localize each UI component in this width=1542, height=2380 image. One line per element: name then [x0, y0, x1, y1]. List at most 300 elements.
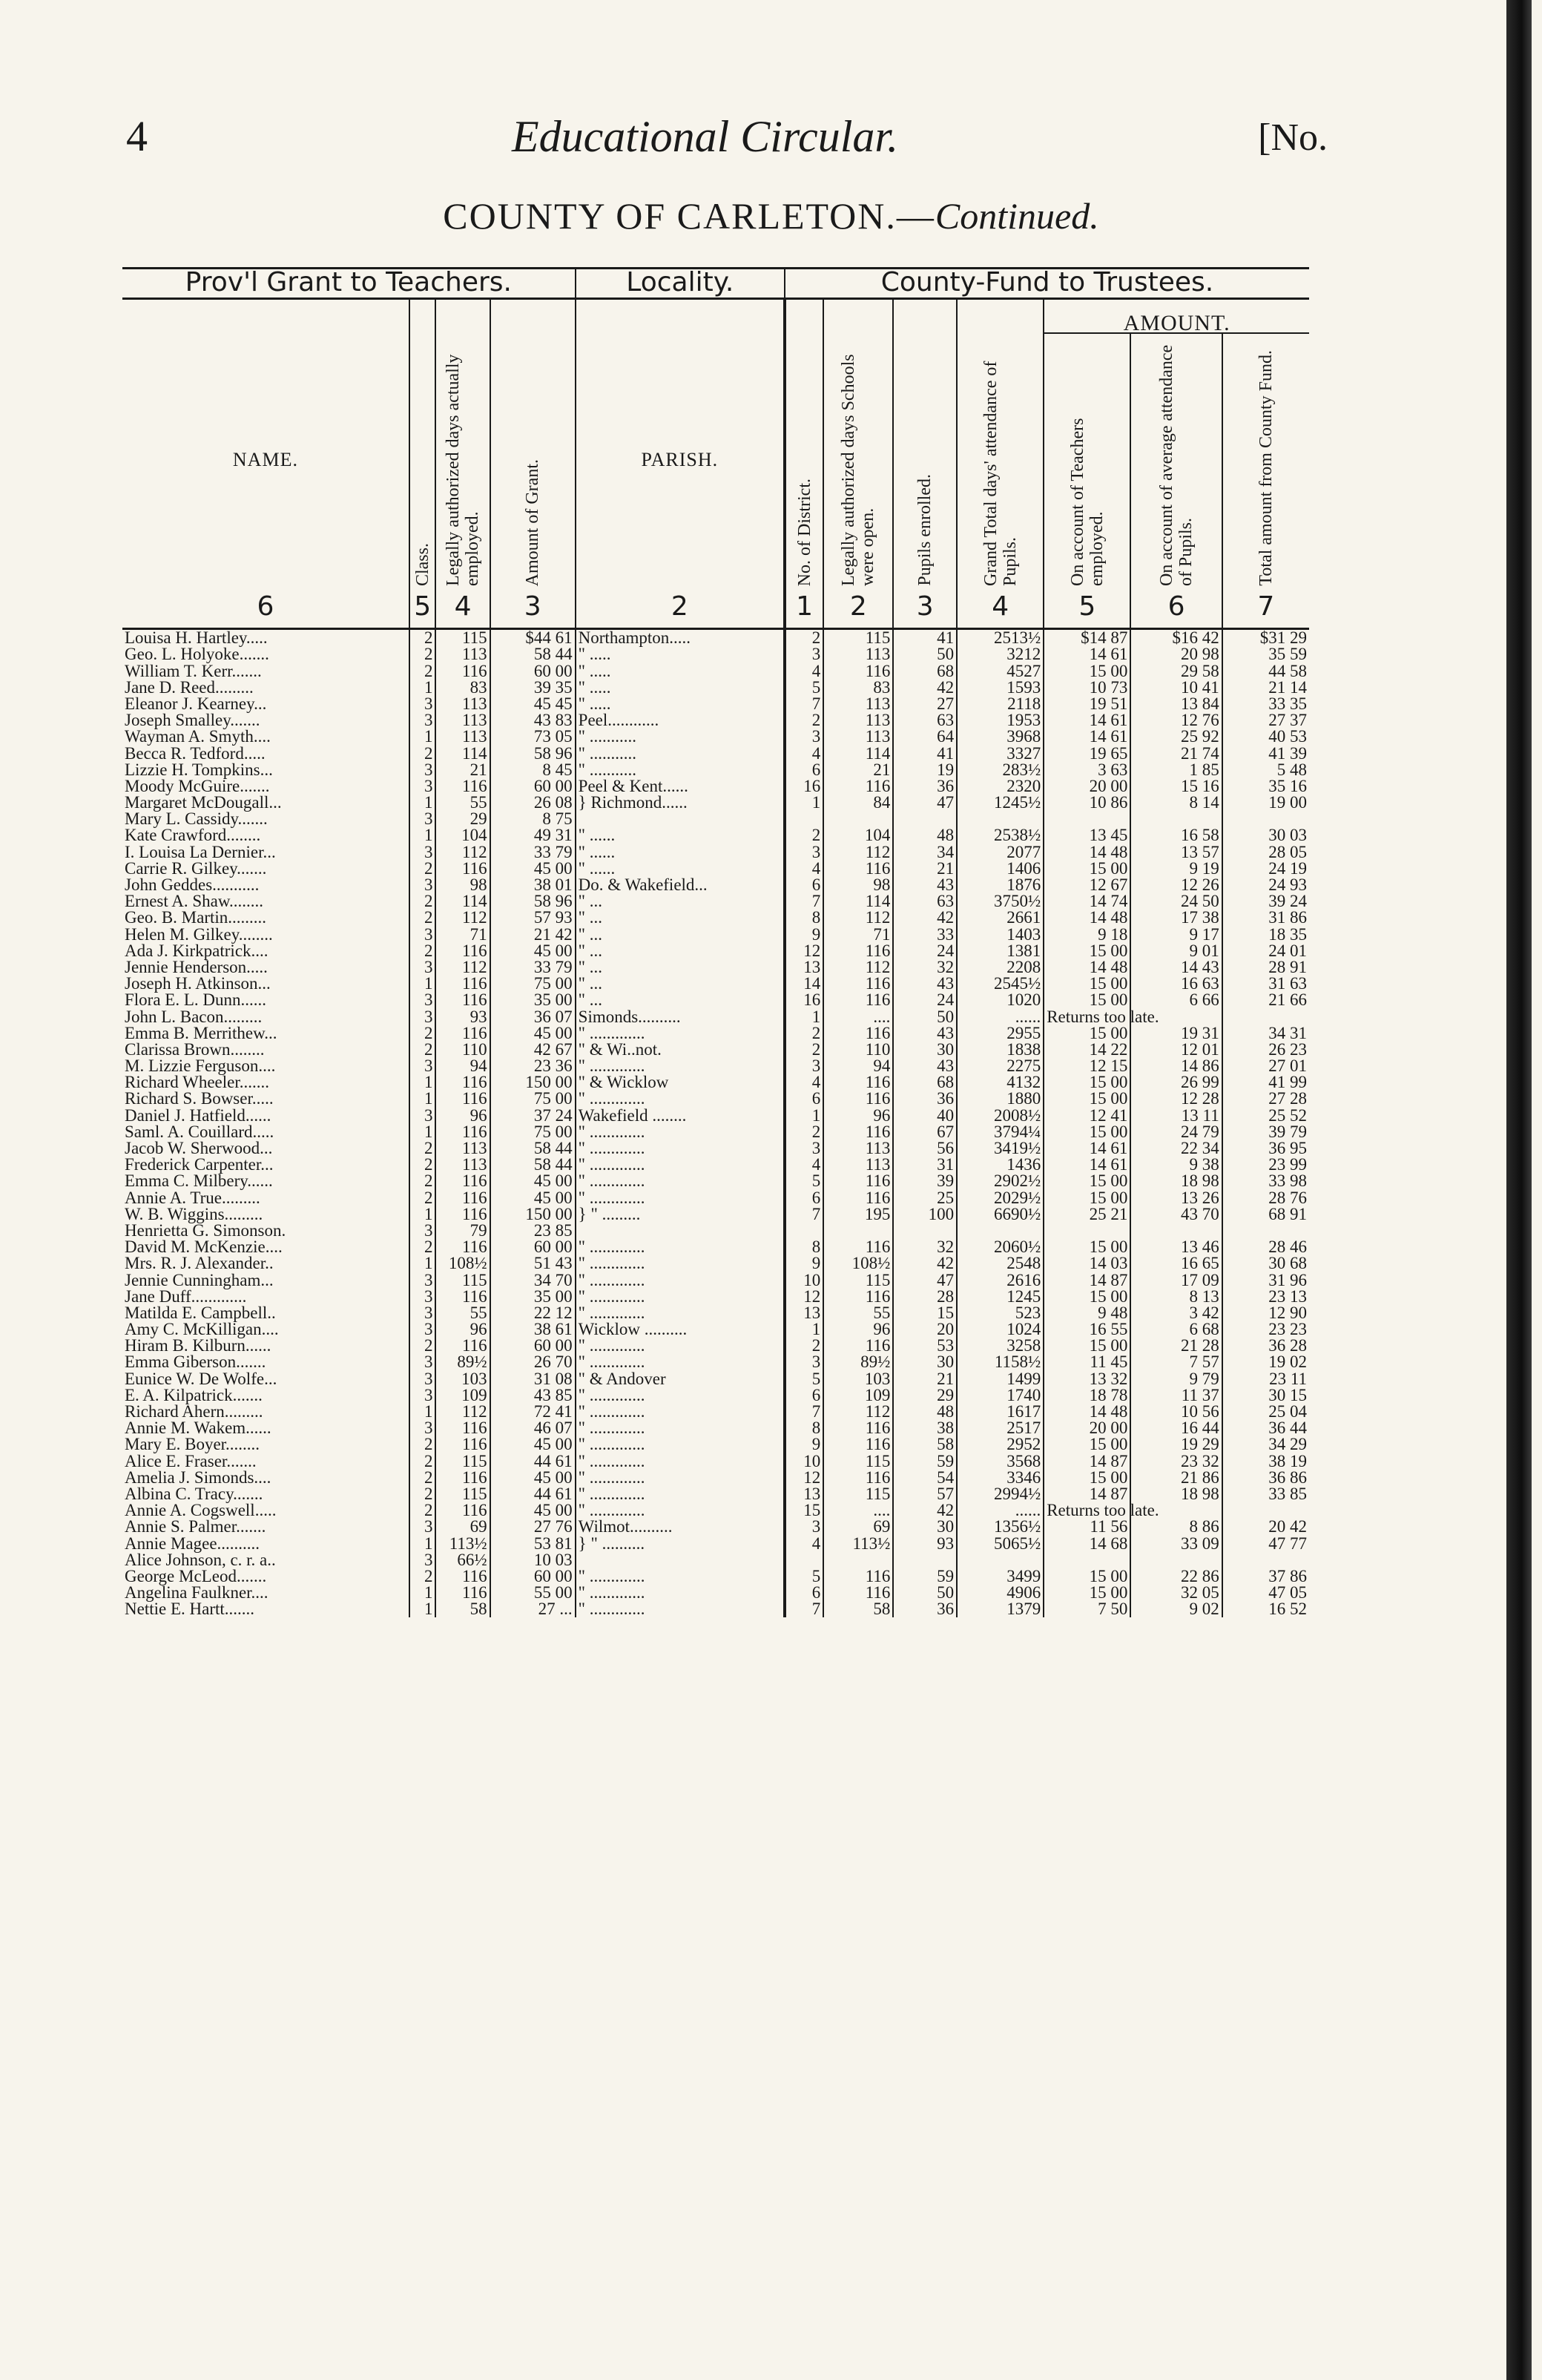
cell-legally-days: 116: [435, 1189, 490, 1206]
cell-total-amount: [1222, 1502, 1309, 1519]
cell-total-amount: 39 79: [1222, 1124, 1309, 1140]
cell-name: Geo. B. Martin.........: [125, 908, 267, 927]
col-total-amount: Total amount from County Fund.: [1256, 350, 1276, 586]
cell-teachers: 14 68: [1044, 1535, 1130, 1551]
cell-teachers: 20 00: [1044, 778, 1130, 795]
table-row: [122, 1387, 1309, 1404]
cell-schools-open: 116: [823, 1420, 893, 1436]
cell-district: 13: [785, 1305, 823, 1321]
cell-class: 2: [409, 910, 436, 926]
cell-name: Eunice W. De Wolfe...: [125, 1369, 277, 1388]
table-row: [122, 795, 1309, 811]
cell-average: 12 76: [1130, 712, 1222, 729]
cell-pupils: 24: [893, 992, 957, 1008]
cell-grand-total: 1403: [957, 926, 1044, 942]
cell-average: 19 29: [1130, 1436, 1222, 1453]
cell-teachers: 14 87: [1044, 1272, 1130, 1288]
cell-total-amount: 36 86: [1222, 1470, 1309, 1486]
cell-parish: " .............: [576, 1453, 785, 1469]
cell-district: [785, 1552, 823, 1568]
cell-legally-days: 116: [435, 1025, 490, 1042]
cell-teachers: 16 55: [1044, 1321, 1130, 1338]
cell-pupils: 15: [893, 1305, 957, 1321]
cell-district: 12: [785, 1289, 823, 1305]
cell-grand-total: 1024: [957, 1321, 1044, 1338]
cell-grand-total: 3794¼: [957, 1124, 1044, 1140]
cell-name: Helen M. Gilkey........: [125, 924, 273, 944]
cell-legally-days: 96: [435, 1321, 490, 1338]
cell-amount-grant: 26 08: [490, 795, 576, 811]
cell-class: 3: [409, 778, 436, 795]
cell-average: 9 79: [1130, 1370, 1222, 1387]
table-row: [122, 762, 1309, 778]
cell-district: 4: [785, 1074, 823, 1091]
cell-total-amount: 33 85: [1222, 1486, 1309, 1502]
cell-name: Annie Magee..........: [125, 1533, 260, 1553]
cell-district: 3: [785, 1519, 823, 1535]
cell-grand-total: 2513½: [957, 629, 1044, 647]
cell-legally-days: 116: [435, 1470, 490, 1486]
cell-amount-grant: 23 36: [490, 1058, 576, 1074]
cell-legally-days: 113: [435, 729, 490, 745]
cell-district: 7: [785, 1404, 823, 1420]
cell-total-amount: 23 99: [1222, 1157, 1309, 1173]
table-row: [122, 1321, 1309, 1338]
cell-schools-open: 113: [823, 712, 893, 729]
cell-teachers: 12 67: [1044, 877, 1130, 893]
cell-district: 4: [785, 1535, 823, 1551]
cell-amount-grant: 75 00: [490, 1124, 576, 1140]
cell-parish: " .............: [576, 1239, 785, 1255]
cell-grand-total: 1381: [957, 943, 1044, 959]
cell-amount-grant: 45 00: [490, 943, 576, 959]
running-title: Educational Circular.: [512, 112, 899, 161]
cell-name: Hiram B. Kilburn......: [125, 1336, 271, 1355]
cell-district: [785, 811, 823, 827]
cell-average: 13 57: [1130, 844, 1222, 860]
cell-pupils: 19: [893, 762, 957, 778]
cell-grand-total: 1406: [957, 861, 1044, 877]
cell-amount-grant: 39 35: [490, 680, 576, 696]
cell-schools-open: 116: [823, 1585, 893, 1601]
cell-amount-grant: 58 44: [490, 646, 576, 663]
cell-parish: " .............: [576, 1157, 785, 1173]
cell-legally-days: 103: [435, 1370, 490, 1387]
cell-legally-days: 116: [435, 1173, 490, 1189]
col-parish: PARISH.: [576, 333, 785, 586]
col-district: No. of District.: [794, 478, 814, 586]
cell-name: Emma B. Merrithew...: [125, 1023, 277, 1042]
cell-schools-open: 116: [823, 1124, 893, 1140]
cell-class: 3: [409, 811, 436, 827]
cell-class: 2: [409, 629, 436, 647]
cell-parish: " .............: [576, 1289, 785, 1305]
cell-teachers: 15 00: [1044, 1470, 1130, 1486]
cell-teachers: 13 45: [1044, 827, 1130, 844]
cell-schools-open: 69: [823, 1519, 893, 1535]
cell-name: Amelia J. Simonds....: [125, 1467, 271, 1487]
cell-pupils: 50: [893, 1008, 957, 1025]
cell-parish: } " .........: [576, 1206, 785, 1223]
cell-parish: " .............: [576, 1436, 785, 1453]
cell-grand-total: 1876: [957, 877, 1044, 893]
table-row: [122, 1025, 1309, 1042]
cell-amount-grant: 43 83: [490, 712, 576, 729]
cell-teachers: 15 00: [1044, 1189, 1130, 1206]
cell-pupils: 53: [893, 1338, 957, 1354]
cell-grand-total: 3499: [957, 1568, 1044, 1585]
cell-grand-total: 2548: [957, 1255, 1044, 1272]
cell-pupils: 40: [893, 1107, 957, 1123]
cell-district: 7: [785, 696, 823, 712]
cell-average: 9 02: [1130, 1601, 1222, 1617]
cell-district: 2: [785, 1338, 823, 1354]
cell-grand-total: [957, 1552, 1044, 1568]
cell-legally-days: 89½: [435, 1354, 490, 1370]
cell-total-amount: 34 29: [1222, 1436, 1309, 1453]
table-row: [122, 827, 1309, 844]
cell-class: 3: [409, 1305, 436, 1321]
cell-schools-open: 116: [823, 1074, 893, 1091]
cell-total-amount: 28 76: [1222, 1189, 1309, 1206]
cell-pupils: 67: [893, 1124, 957, 1140]
cell-name: Jane Duff.............: [125, 1286, 247, 1306]
cell-name: Wayman A. Smyth....: [125, 727, 271, 746]
cell-name: Geo. L. Holyoke.......: [125, 645, 269, 664]
cell-district: 9: [785, 926, 823, 942]
cell-class: 3: [409, 1107, 436, 1123]
cell-parish: Do. & Wakefield...: [576, 877, 785, 893]
cell-schools-open: [823, 1223, 893, 1239]
cell-teachers: 9 18: [1044, 926, 1130, 942]
cell-schools-open: 116: [823, 992, 893, 1008]
cell-total-amount: 5 48: [1222, 762, 1309, 778]
table-row: [122, 1338, 1309, 1354]
cell-pupils: 32: [893, 959, 957, 976]
cell-average: 13 84: [1130, 696, 1222, 712]
table-row: [122, 1042, 1309, 1058]
cell-name: Mary E. Boyer........: [125, 1435, 260, 1454]
cell-schools-open: 104: [823, 827, 893, 844]
cell-amount-grant: 58 44: [490, 1140, 576, 1157]
cell-parish: " ...........: [576, 729, 785, 745]
cell-grand-total: 1838: [957, 1042, 1044, 1058]
cell-schools-open: 116: [823, 1470, 893, 1486]
cell-average: 25 92: [1130, 729, 1222, 745]
cell-district: 2: [785, 827, 823, 844]
cell-teachers: 19 51: [1044, 696, 1130, 712]
cell-teachers: 10 73: [1044, 680, 1130, 696]
cell-name: Annie M. Wakem......: [125, 1419, 271, 1438]
cell-pupils: 48: [893, 827, 957, 844]
cell-amount-grant: 49 31: [490, 827, 576, 844]
cell-pupils: 93: [893, 1535, 957, 1551]
cell-class: 1: [409, 1585, 436, 1601]
cell-teachers: 14 87: [1044, 1486, 1130, 1502]
cell-class: 2: [409, 1239, 436, 1255]
table-row: [122, 1008, 1309, 1025]
cell-legally-days: 94: [435, 1058, 490, 1074]
cell-amount-grant: 33 79: [490, 844, 576, 860]
cell-pupils: 41: [893, 745, 957, 761]
cell-total-amount: 28 05: [1222, 844, 1309, 860]
cell-class: 3: [409, 762, 436, 778]
cell-parish: " ...: [576, 910, 785, 926]
table-row: [122, 1354, 1309, 1370]
cell-class: 1: [409, 1535, 436, 1551]
cell-teachers: 25 21: [1044, 1206, 1130, 1223]
cell-parish: " ...: [576, 992, 785, 1008]
cell-class: 1: [409, 1206, 436, 1223]
cell-average: 20 98: [1130, 646, 1222, 663]
cell-schools-open: 103: [823, 1370, 893, 1387]
cell-total-amount: 21 66: [1222, 992, 1309, 1008]
cell-class: 2: [409, 1025, 436, 1042]
cell-amount-grant: 75 00: [490, 976, 576, 992]
cell-parish: " ......: [576, 827, 785, 844]
cell-legally-days: 116: [435, 1074, 490, 1091]
cell-average: 9 01: [1130, 943, 1222, 959]
cell-schools-open: 116: [823, 943, 893, 959]
table-row: [122, 992, 1309, 1008]
cell-pupils: 33: [893, 926, 957, 942]
cell-pupils: 54: [893, 1470, 957, 1486]
cell-parish: " .....: [576, 646, 785, 663]
cell-name: Jennie Cunningham...: [125, 1270, 274, 1289]
cell-name: Henrietta G. Simonson.: [125, 1220, 286, 1240]
cell-schools-open: 71: [823, 926, 893, 942]
cell-legally-days: 116: [435, 976, 490, 992]
cell-average: [1130, 1223, 1222, 1239]
cell-total-amount: 24 19: [1222, 861, 1309, 877]
cell-schools-open: [823, 1552, 893, 1568]
cell-pupils: 42: [893, 1255, 957, 1272]
cell-schools-open: 114: [823, 893, 893, 910]
cell-class: 3: [409, 1354, 436, 1370]
cell-name: Ernest A. Shaw........: [125, 892, 263, 911]
cell-pupils: 68: [893, 1074, 957, 1091]
cell-parish: " .............: [576, 1189, 785, 1206]
cell-class: 3: [409, 1370, 436, 1387]
cell-legally-days: 104: [435, 827, 490, 844]
cell-amount-grant: 34 70: [490, 1272, 576, 1288]
cell-pupils: 34: [893, 844, 957, 860]
table-row: [122, 663, 1309, 679]
cell-district: [785, 1223, 823, 1239]
cell-name: Emma C. Milbery......: [125, 1171, 273, 1191]
cell-name: Annie A. True.........: [125, 1188, 260, 1207]
cell-name: William T. Kerr.......: [125, 661, 262, 680]
cell-class: 2: [409, 1042, 436, 1058]
subtitle-continued: Continued.: [935, 195, 1099, 237]
cell-pupils: 43: [893, 1025, 957, 1042]
cell-total-amount: 35 16: [1222, 778, 1309, 795]
cell-name: Saml. A. Couillard.....: [125, 1122, 274, 1141]
cell-average: 16 44: [1130, 1420, 1222, 1436]
cell-grand-total: 1158½: [957, 1354, 1044, 1370]
cell-name: Carrie R. Gilkey.......: [125, 858, 267, 878]
cell-schools-open: 116: [823, 1289, 893, 1305]
cell-legally-days: 114: [435, 893, 490, 910]
cell-class: 2: [409, 745, 436, 761]
cell-legally-days: 113: [435, 712, 490, 729]
amount-label: AMOUNT.: [1044, 299, 1309, 334]
cell-class: 2: [409, 1189, 436, 1206]
issue-number: [No.: [1258, 116, 1328, 159]
cell-amount-grant: 51 43: [490, 1255, 576, 1272]
cell-legally-days: 112: [435, 844, 490, 860]
cell-name: John Geddes...........: [125, 875, 260, 894]
cell-average: 10 41: [1130, 680, 1222, 696]
cell-average: 8 14: [1130, 795, 1222, 811]
cell-legally-days: 109: [435, 1387, 490, 1404]
cell-pupils: [893, 811, 957, 827]
cell-teachers: Returns too late.: [1044, 1008, 1130, 1025]
cell-name: Joseph Smalley.......: [125, 711, 260, 730]
cell-average: 14 43: [1130, 959, 1222, 976]
cell-amount-grant: 60 00: [490, 1568, 576, 1585]
running-header: [126, 111, 1328, 178]
cell-average: 10 56: [1130, 1404, 1222, 1420]
cell-district: 6: [785, 877, 823, 893]
cell-teachers: [1044, 1223, 1130, 1239]
table-row: [122, 712, 1309, 729]
cell-average: 29 58: [1130, 663, 1222, 679]
col-pupils: Pupils enrolled.: [915, 474, 935, 586]
cell-pupils: 36: [893, 778, 957, 795]
cell-schools-open: 110: [823, 1042, 893, 1058]
cell-district: 3: [785, 1140, 823, 1157]
cell-legally-days: 116: [435, 992, 490, 1008]
cell-total-amount: 16 52: [1222, 1601, 1309, 1617]
cell-amount-grant: $44 61: [490, 629, 576, 647]
cell-average: 21 86: [1130, 1470, 1222, 1486]
cell-average: 11 37: [1130, 1387, 1222, 1404]
cell-class: 1: [409, 1601, 436, 1617]
cell-pupils: 38: [893, 1420, 957, 1436]
cell-teachers: 15 00: [1044, 1173, 1130, 1189]
table-row: [122, 1272, 1309, 1288]
cell-name: M. Lizzie Ferguson....: [125, 1056, 276, 1076]
cell-total-amount: $31 29: [1222, 629, 1309, 647]
cell-teachers: 3 63: [1044, 762, 1130, 778]
cell-district: 16: [785, 992, 823, 1008]
cell-schools-open: 115: [823, 1453, 893, 1469]
cell-pupils: 36: [893, 1601, 957, 1617]
cell-teachers: 11 45: [1044, 1354, 1130, 1370]
cell-class: 3: [409, 992, 436, 1008]
cell-pupils: 43: [893, 976, 957, 992]
cell-total-amount: 23 23: [1222, 1321, 1309, 1338]
cell-total-amount: 28 46: [1222, 1239, 1309, 1255]
cell-grand-total: 3258: [957, 1338, 1044, 1354]
cell-name: Alice Johnson, c. r. a..: [125, 1550, 276, 1569]
cell-name: Margaret McDougall...: [125, 793, 282, 812]
cell-amount-grant: 35 00: [490, 992, 576, 1008]
cell-average: 7 57: [1130, 1354, 1222, 1370]
cell-parish: " .....: [576, 680, 785, 696]
cell-parish: Peel............: [576, 712, 785, 729]
cell-pupils: 50: [893, 1585, 957, 1601]
cell-pupils: 59: [893, 1453, 957, 1469]
cell-pupils: 30: [893, 1519, 957, 1535]
cell-legally-days: 116: [435, 861, 490, 877]
cell-name: Mrs. R. J. Alexander..: [125, 1254, 274, 1273]
cell-schools-open: ....: [823, 1008, 893, 1025]
table-row: [122, 1289, 1309, 1305]
colnum-schools-open: 2: [823, 586, 893, 629]
cell-legally-days: 116: [435, 1585, 490, 1601]
cell-amount-grant: 27 ...: [490, 1601, 576, 1617]
cell-amount-grant: 60 00: [490, 778, 576, 795]
cell-amount-grant: 46 07: [490, 1420, 576, 1436]
cell-district: 12: [785, 943, 823, 959]
cell-district: 2: [785, 1042, 823, 1058]
table-row: [122, 811, 1309, 827]
cell-amount-grant: 45 00: [490, 861, 576, 877]
cell-legally-days: 116: [435, 1502, 490, 1519]
cell-name: Nettie E. Hartt.......: [125, 1600, 255, 1619]
cell-grand-total: 2060½: [957, 1239, 1044, 1255]
cell-district: 4: [785, 1157, 823, 1173]
cell-district: 8: [785, 910, 823, 926]
cell-name: E. A. Kilpatrick.......: [125, 1385, 263, 1404]
cell-schools-open: 108½: [823, 1255, 893, 1272]
cell-total-amount: 27 01: [1222, 1058, 1309, 1074]
cell-district: 8: [785, 1239, 823, 1255]
cell-pupils: 21: [893, 1370, 957, 1387]
cell-amount-grant: 43 85: [490, 1387, 576, 1404]
cell-legally-days: 115: [435, 1486, 490, 1502]
cell-average: 19 31: [1130, 1025, 1222, 1042]
cell-grand-total: [957, 811, 1044, 827]
cell-amount-grant: 45 00: [490, 1025, 576, 1042]
cell-teachers: 15 00: [1044, 1289, 1130, 1305]
col-legally-days: Legally authorized days actually employed.: [444, 354, 483, 586]
cell-schools-open: [823, 811, 893, 827]
cell-pupils: 43: [893, 877, 957, 893]
cell-schools-open: 116: [823, 1091, 893, 1107]
cell-average: 1 85: [1130, 762, 1222, 778]
cell-parish: " .............: [576, 1173, 785, 1189]
cell-parish: " .............: [576, 1058, 785, 1074]
cell-total-amount: 33 98: [1222, 1173, 1309, 1189]
cell-legally-days: 116: [435, 1289, 490, 1305]
cell-class: 1: [409, 729, 436, 745]
cell-class: 2: [409, 1470, 436, 1486]
cell-name: W. B. Wiggins.........: [125, 1204, 263, 1223]
cell-pupils: 25: [893, 1189, 957, 1206]
table-row: [122, 778, 1309, 795]
table-row: [122, 1568, 1309, 1585]
cell-amount-grant: 150 00: [490, 1206, 576, 1223]
cell-schools-open: 113: [823, 1140, 893, 1157]
table-row: [122, 1519, 1309, 1535]
cell-amount-grant: 57 93: [490, 910, 576, 926]
table-body: [122, 629, 1309, 1618]
cell-teachers: 15 00: [1044, 1585, 1130, 1601]
cell-amount-grant: 73 05: [490, 729, 576, 745]
cell-schools-open: 113½: [823, 1535, 893, 1551]
cell-name: Moody McGuire.......: [125, 776, 270, 795]
cell-grand-total: 3750½: [957, 893, 1044, 910]
cell-average: 13 26: [1130, 1189, 1222, 1206]
cell-grand-total: 1953: [957, 712, 1044, 729]
cell-parish: " ...........: [576, 745, 785, 761]
cell-teachers: 14 74: [1044, 893, 1130, 910]
cell-district: 15: [785, 1502, 823, 1519]
cell-class: 2: [409, 1436, 436, 1453]
